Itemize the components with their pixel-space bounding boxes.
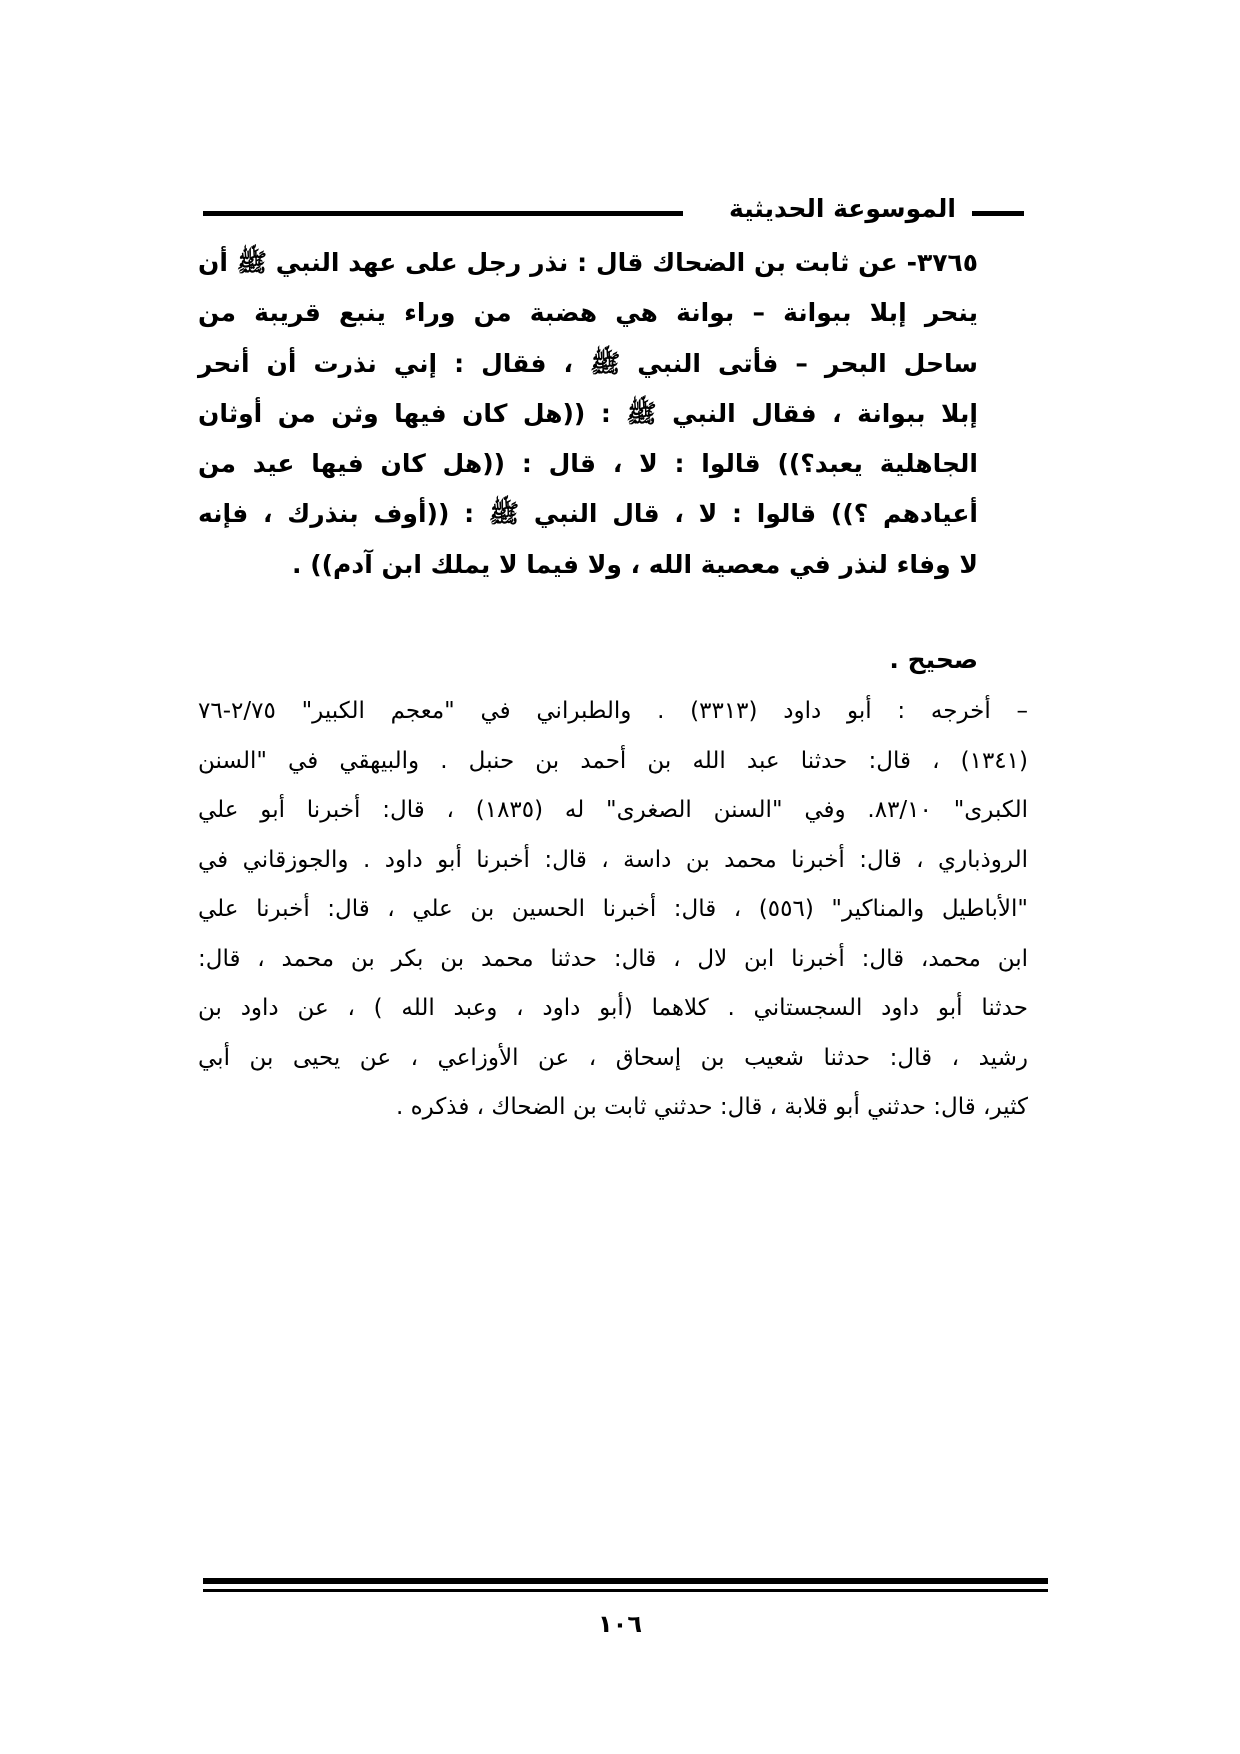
hadith-line: ساحل البحر – فأتى النبي ﷺ ، فقال : إني نذرت أن أنحر [198, 348, 978, 378]
takhrij-line: رشيد ، قال: حدثنا شعيب بن إسحاق ، عن الأوزاعي ، عن يحيى بن أبي [198, 1044, 1028, 1071]
hadith-line: ينحر إبلا ببوانة – بوانة هي هضبة من وراء ينبع قريبة من [198, 298, 978, 328]
takhrij-line: (١٣٤١) ، قال: حدثنا عبد الله بن أحمد بن حنبل . والبيهقي في "السنن [198, 747, 1028, 774]
takhrij-line: الكبرى" ٨٣/١٠. وفي "السنن الصغرى" له (١٨٣٥) ، قال: أخبرنا أبو علي [198, 797, 1029, 823]
hadith-line: لا وفاء لنذر في معصية الله ، ولا فيما لا يملك ابن آدم)) . [292, 549, 978, 579]
hadith-grade: صحيح . [889, 645, 978, 674]
hadith-line: ٣٧٦٥- عن ثابت بن الضحاك قال : نذر رجل على عهد النبي ﷺ أن [198, 248, 978, 277]
takhrij-line: – أخرجه : أبو داود (٣٣١٣) . والطبراني في "معجم الكبير" ٢/٧٥-٧٦ [198, 698, 1028, 724]
hadith-line: أعيادهم ؟)) قالوا : لا ، قال النبي ﷺ : ((أوف بنذرك ، فإنه [198, 499, 978, 529]
footer-rule-thin [203, 1589, 1048, 1592]
footer-rule-thick [203, 1578, 1048, 1584]
page-number: ١٠٦ [598, 1610, 642, 1638]
hadith-line: الجاهلية يعبد؟)) قالوا : لا ، قال : ((هل كان فيها عيد من [198, 449, 978, 479]
hadith-line: إبلا ببوانة ، فقال النبي ﷺ : ((هل كان فيها وثن من أوثان [198, 398, 978, 428]
takhrij-paragraph [198, 687, 1028, 1133]
header-rule-short [972, 211, 1024, 216]
takhrij-line: الروذباري ، قال: أخبرنا محمد بن داسة ، قال: أخبرنا أبو داود . والجوزقاني في [198, 846, 1028, 873]
header-title: الموسوعة الحديثية [729, 194, 956, 223]
takhrij-line: كثير، قال: حدثني أبو قلابة ، قال: حدثني ثابت بن الضحاك ، فذكره . [395, 1094, 1028, 1120]
takhrij-line: "الأباطيل والمناكير" (٥٥٦) ، قال: أخبرنا الحسين بن علي ، قال: أخبرنا علي [198, 896, 1028, 922]
takhrij-line: حدثنا أبو داود السجستاني . كلاهما (أبو داود ، وعبد الله ) ، عن داود بن [198, 995, 1028, 1021]
hadith-text [198, 238, 978, 590]
takhrij-line: ابن محمد، قال: أخبرنا ابن لال ، قال: حدثنا محمد بن بكر بن محمد ، قال: [198, 945, 1028, 972]
header-rule-long [203, 211, 683, 216]
running-header [203, 192, 1048, 232]
